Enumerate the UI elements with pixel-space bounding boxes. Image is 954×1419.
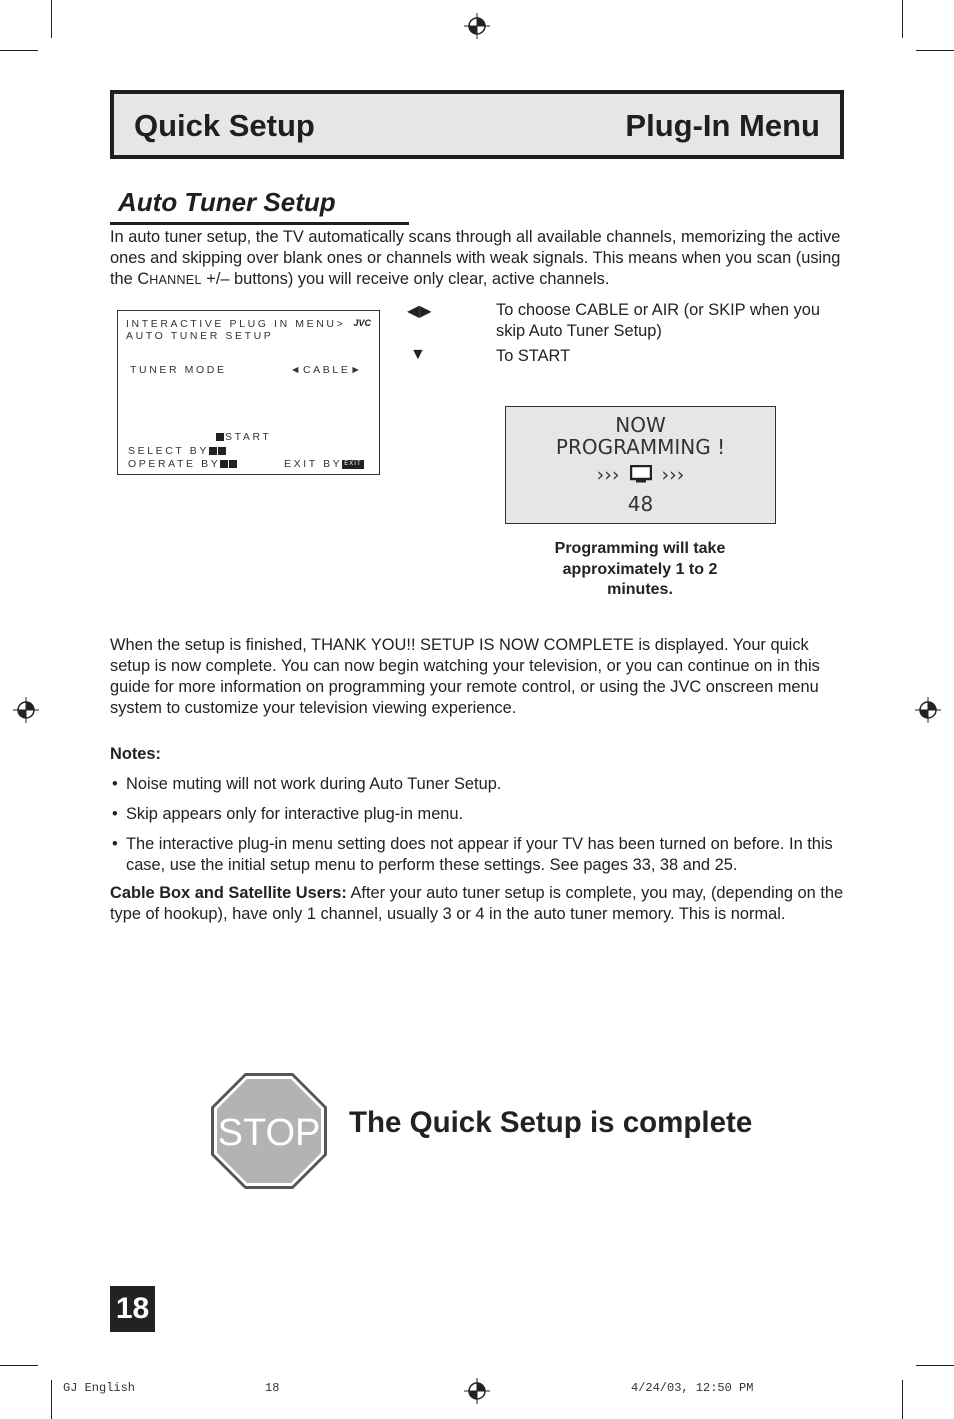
osd-start-row	[216, 431, 271, 443]
osd-exit-row	[284, 458, 364, 470]
osd-menu-subtitle: AUTO TUNER SETUP	[126, 330, 274, 342]
stop-sign-icon	[210, 1072, 328, 1190]
now-programming-line1: NOW	[615, 413, 666, 437]
crop-mark	[0, 1365, 38, 1366]
registration-mark-icon	[915, 697, 941, 723]
section-title-rule	[110, 222, 409, 225]
cable-box-paragraph	[110, 883, 846, 925]
crop-mark	[51, 1380, 52, 1419]
now-programming-screen	[505, 406, 776, 524]
down-key-icon	[218, 447, 226, 455]
cable-box-label: Cable Box and Satellite Users:	[110, 884, 347, 902]
finished-paragraph: When the setup is finished, THANK YOU!! SETUP IS NOW COMPLETE is displayed. Your quick setup is now complete. You can now begin watching your television, or you can continue on in this guide for more information on programming your remote control, or using the JVC onscreen menu system to customize your television viewing experience.	[110, 636, 820, 717]
cable-box-text: After your auto tuner setup is complete, you may, (depending on the type of hookup), have only 1 channel, usually 3 or 4 in the auto tuner memory. This is normal.	[110, 884, 844, 923]
instruction-choose: To choose CABLE or AIR (or SKIP when you skip Auto Tuner Setup)	[496, 301, 821, 340]
intro-paragraph	[110, 227, 846, 291]
quick-setup-complete-title: The Quick Setup is complete	[349, 1106, 753, 1139]
note-text: Noise muting will not work during Auto Tuner Setup.	[126, 775, 502, 793]
registration-mark-icon	[464, 13, 490, 39]
notes-title: Notes:	[110, 745, 161, 763]
left-key-icon	[220, 460, 228, 468]
channel-word-rest: HANNEL	[149, 273, 202, 287]
programming-caption: Programming will take approximately 1 to 2 minutes.	[554, 540, 726, 598]
registration-mark-icon	[464, 1378, 490, 1404]
down-arrow-icon: ▼	[410, 346, 426, 363]
osd-tuner-mode-label: TUNER MODE	[130, 364, 227, 376]
footer-page: 18	[265, 1381, 280, 1395]
osd-menu-screen	[117, 310, 380, 475]
crop-mark	[51, 0, 52, 38]
down-key-icon	[216, 433, 224, 441]
now-programming-line2: PROGRAMMING !	[555, 435, 726, 459]
crop-mark	[916, 50, 954, 51]
stop-sign-text: STOP	[217, 1112, 321, 1154]
crop-mark	[902, 1380, 903, 1419]
registration-mark-icon	[13, 697, 39, 723]
intro-text-part1: In auto tuner setup, the TV automatically scans through all available channels, memorizing the active ones and skipping over blank ones or channels with weak signals. This means when you scan (using the	[110, 228, 841, 288]
crop-mark	[902, 0, 903, 38]
header-right-title: Plug-In Menu	[625, 108, 820, 143]
bullet-dot: •	[112, 775, 118, 793]
intro-text-part2: +/– buttons) you will receive only clear, active channels.	[201, 270, 610, 288]
header-left-title: Quick Setup	[134, 108, 315, 143]
right-key-icon	[229, 460, 237, 468]
note-text: Skip appears only for interactive plug-in menu.	[126, 805, 464, 823]
footer-date: 4/24/03, 12:50 PM	[631, 1381, 754, 1395]
bullet-dot: •	[112, 805, 118, 823]
up-key-icon	[209, 447, 217, 455]
tv-icon	[630, 465, 652, 483]
channel-word-initial: C	[137, 270, 150, 288]
osd-menu-title: INTERACTIVE PLUG IN MENU>	[126, 318, 346, 330]
footer-document-name: GJ English	[63, 1381, 136, 1395]
osd-start-label: START	[225, 431, 272, 443]
bullet-dot: •	[112, 835, 118, 853]
crop-mark	[0, 50, 38, 51]
osd-exit-label: EXIT BY	[284, 458, 343, 470]
osd-operate-label: OPERATE BY	[128, 458, 221, 470]
crop-mark	[916, 1365, 954, 1366]
progress-arrows-right: ›››	[661, 464, 685, 486]
note-text: The interactive plug-in menu setting does not appear if your TV has been turned on before. In this case, use the initial setup menu to perform these settings. See pages 33, 38 and 25.	[126, 835, 833, 874]
page-header	[110, 90, 844, 159]
progress-arrows-left: ›››	[596, 464, 620, 486]
now-programming-progress	[506, 464, 775, 486]
osd-select-row	[128, 445, 227, 457]
section-title: Auto Tuner Setup	[118, 187, 336, 217]
left-right-arrows-icon: ◀▶	[407, 303, 432, 320]
now-programming-channel: 48	[627, 492, 654, 516]
page-number: 18	[110, 1286, 155, 1332]
osd-tuner-mode-value: ◄CABLE►	[290, 364, 364, 376]
osd-select-label: SELECT BY	[128, 445, 209, 457]
exit-key-icon: EXIT	[344, 460, 362, 467]
jvc-logo: JVC	[353, 318, 371, 328]
osd-operate-row	[128, 458, 238, 470]
instruction-start: To START	[496, 347, 571, 365]
